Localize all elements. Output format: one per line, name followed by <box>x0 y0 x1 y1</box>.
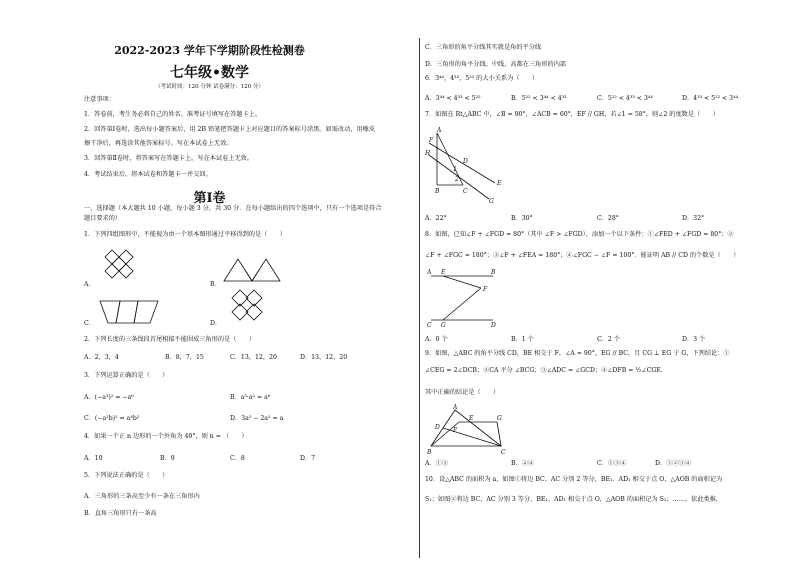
q8-option-a: A．0 个 <box>425 336 448 343</box>
exam-title: 2022-2023 学年下学期阶段性检测卷 <box>114 44 305 57</box>
question-10-line1: 10．设△ABC 的面积为 a，如图①将边 BC、AC 分别 2 等分，BE₁、AD₁ 相交于点 O，△AOB 的面积记为 <box>425 476 723 483</box>
question-10-line2: S₁；如图②将边 BC、AC 分别 3 等分，BE₁、AD₁ 相交于点 O，△AOB 的面积记为 S₂；……，依此类推， <box>425 496 723 503</box>
q9-option-c: C．①③④ <box>597 460 627 467</box>
label-F: F <box>453 427 458 434</box>
label-D: D <box>491 322 496 329</box>
exam-subject: 七年级•数学 <box>170 65 249 81</box>
note-item: 3．回答第Ⅱ卷时，将答案写在答题卡上。写在本试卷上无效。 <box>84 155 254 162</box>
q1-option-d: D． <box>210 320 222 327</box>
question-8-line1: 8．如图，已知∠F + ∠FGD = 80°（其中 ∠F > ∠FGD），添加一个以下条件：①∠FED + ∠FGD = 80°；② <box>425 231 734 238</box>
question-1: 1．下列四组图形中，不能视为由一个基本图形通过平移得到的是（ ） <box>84 231 286 238</box>
q3-option-b: B．a³·a² = a⁶ <box>230 394 271 401</box>
q1-figure-b <box>222 255 282 285</box>
q4-option-a: A．10 <box>84 455 103 462</box>
label-A: A <box>453 404 458 411</box>
q5-option-b: B．直角三角形只有一条高 <box>84 510 157 517</box>
question-9-line3: 其中正确的结论是（ ） <box>425 389 500 396</box>
q5-option-d: D．三角形的角平分线、中线、高都在三角形的内部 <box>425 61 567 68</box>
q8-option-c: C．2 个 <box>597 336 621 343</box>
q1-option-a: A． <box>84 281 95 288</box>
q7-option-a: A．22° <box>425 215 447 222</box>
q9-option-b: B．②④ <box>511 460 535 467</box>
label-E: E <box>497 180 502 187</box>
section-instruction: 题目要求的） <box>84 215 122 222</box>
question-9-line1: 9．如图，△ABC 的角平分线 CD，BE 相交于 F，∠A = 90°，EG // BC，且 CG ⊥ EG 于 G，下列结论：① <box>425 350 730 357</box>
label-H: H <box>425 150 431 157</box>
label-F: F <box>483 286 488 293</box>
q2-option-b: B．8，7，15 <box>165 354 204 361</box>
note-item: 2．回答第Ⅰ卷时，选出每小题答案后，用 2B 铅笔把答题卡上对应题目的答案标号涂黑。如需改动，用橡皮 <box>84 126 376 133</box>
q3-option-c: C．(−a²b)² = a⁴b² <box>84 415 140 422</box>
question-2: 2．下列长度的三条线段首尾相接不能围成三角形的是（ ） <box>84 336 255 343</box>
q1-figure-c <box>98 297 160 327</box>
label-E: E <box>441 269 446 276</box>
q4-option-d: D．7 <box>300 455 316 462</box>
question-9-line2: ∠CEG = 2∠DCB；②CA 平分 ∠BCG；③∠ADC = ∠GCD；④∠DFB = ½∠CGE． <box>425 367 667 374</box>
question-7: 7．如图在 Rt△ABC 中，∠B = 90°，∠ACB = 60°，EF // GH，若∠1 = 58°，则∠2 的度数是（ ） <box>425 111 719 118</box>
label-2: 2 <box>455 176 459 183</box>
q4-option-b: B．9 <box>160 455 175 462</box>
q2-option-c: C．13，12，20 <box>230 354 277 361</box>
q6-option-d: D．4³³ < 5²² < 3⁴⁴ <box>682 95 739 102</box>
label-G: G <box>441 322 446 329</box>
q7-option-d: D．32° <box>682 215 705 222</box>
label-E: E <box>469 415 474 422</box>
q8-option-d: D．3 个 <box>682 336 706 343</box>
exam-info: （考试时间：120 分钟 试卷满分：120 分） <box>155 84 264 90</box>
q7-option-b: B．30° <box>511 215 533 222</box>
q8-figure <box>425 266 505 328</box>
label-A: A <box>437 127 442 134</box>
label-B: B <box>427 449 432 456</box>
notes-heading: 注意事项： <box>84 96 115 103</box>
label-F: F <box>429 137 434 144</box>
note-item: 1．答卷前，考生务必将自己的姓名、准考证号填写在答题卡上。 <box>84 111 262 118</box>
label-D: D <box>435 424 440 431</box>
q6-option-b: B．5²² < 3⁴⁴ < 4³³ <box>511 95 567 102</box>
column-divider <box>419 38 420 558</box>
label-G: G <box>497 415 502 422</box>
q3-option-a: A．(−a³)² = −a⁶ <box>84 394 134 401</box>
label-G: G <box>489 198 494 205</box>
label-C: C <box>427 322 432 329</box>
label-B: B <box>491 269 496 276</box>
label-C: C <box>463 188 468 195</box>
q9-option-d: D．①②③④ <box>655 460 691 467</box>
q8-option-b: B．1 个 <box>511 336 534 343</box>
q1-figure-a <box>98 248 140 288</box>
q5-option-c: C．三角形的角平分线其实就是角的平分线 <box>425 44 542 51</box>
section-instruction: 一、选择题（本大题共 10 小题，每小题 3 分，共 30 分．在每小题给出的四个选项中，只有一个选项是符合 <box>84 205 382 212</box>
q9-option-a: A．①③ <box>425 460 449 467</box>
q3-option-d: D．3a² − 2a² = a <box>230 415 284 422</box>
label-D: D <box>463 158 468 165</box>
question-4: 4．如果一个正 n 边形的一个外角为 40°，则 n = （ ） <box>84 433 248 440</box>
label-C: C <box>501 449 506 456</box>
question-8-line2: ∠F + ∠FGC = 180°；③∠F + ∠FEA = 180°；④∠FGC − ∠F = 100°．能证明 AB // CD 的个数是（ ） <box>425 252 740 259</box>
note-item: 4．考试结束后，将本试卷和答题卡一并交回。 <box>84 171 212 178</box>
label-1: 1 <box>453 166 457 173</box>
q7-option-c: C．28° <box>597 215 619 222</box>
q9-figure <box>425 402 509 458</box>
q1-option-b: B． <box>210 281 221 288</box>
q6-option-c: C．5²² < 4³³ < 3⁴⁴ <box>597 95 653 102</box>
question-6: 6．3⁴⁴，4³³，5²² 的大小关系为（ ） <box>425 75 539 82</box>
q1-option-c: C． <box>84 320 95 327</box>
label-A: A <box>427 269 432 276</box>
section-title: 第Ⅰ卷 <box>193 191 226 206</box>
q4-option-c: C．8 <box>230 455 245 462</box>
question-3: 3．下列运算正确的是（ ） <box>84 372 169 379</box>
q6-option-a: A．3⁴⁴ < 4³³ < 5²² <box>425 95 481 102</box>
q7-figure <box>425 125 505 205</box>
note-item: 擦干净后，再选涂其他答案标号。写在本试卷上无效。 <box>84 140 233 147</box>
q2-option-d: D．13，12，20 <box>300 354 348 361</box>
q1-figure-d <box>222 288 272 328</box>
q5-option-a: A．三角形的三条高至少有一条在三角形内 <box>84 493 200 500</box>
question-5: 5．下列说法正确的是（ ） <box>84 472 169 479</box>
q2-option-a: A．2，3，4 <box>84 354 119 361</box>
label-B: B <box>435 188 440 195</box>
